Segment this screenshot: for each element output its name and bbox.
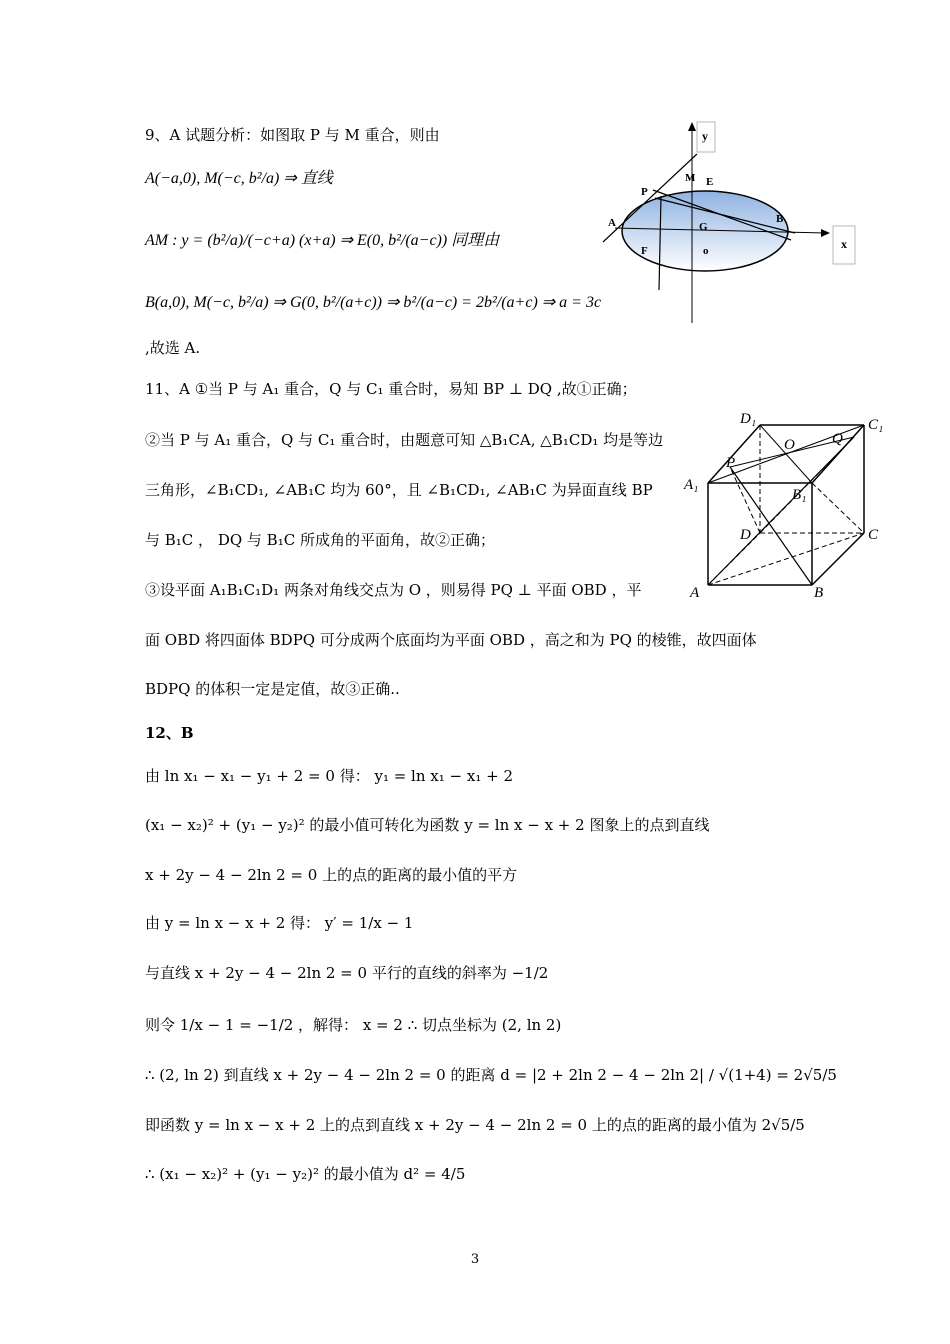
p12-line-5: 与直线 x + 2y − 4 − 2ln 2 = 0 平行的直线的斜率为 −1/2 <box>145 964 549 982</box>
label-P: P <box>641 186 648 198</box>
ellipse-figure <box>595 118 865 328</box>
p11-line-2: ②当 P 与 A₁ 重合，Q 与 C₁ 重合时，由题意可知 △B₁CA, △B₁CD₁ 均是等边 <box>145 431 664 449</box>
label-G: G <box>699 221 708 233</box>
label-B: B <box>776 213 784 225</box>
label-P: P <box>726 455 736 471</box>
page-number: 3 <box>470 1252 480 1267</box>
label-Q: Q <box>832 431 843 447</box>
p12-line-3: x + 2y − 4 − 2ln 2 = 0 上的点的距离的最小值的平方 <box>145 866 518 884</box>
label-E: E <box>706 176 714 188</box>
label-C: C <box>868 527 879 543</box>
p12-line-1: 由 ln x₁ − x₁ − y₁ + 2 = 0 得： y₁ = ln x₁ − x₁ + 2 <box>145 767 513 785</box>
label-M: M <box>685 172 696 184</box>
p9-line-5: ,故选 A. <box>145 339 201 357</box>
p11-line-3: 三角形，∠B₁CD₁, ∠AB₁C 均为 60°，且 ∠B₁CD₁, ∠AB₁C 为异面直线 BP <box>145 481 653 499</box>
label-O: O <box>784 437 795 453</box>
p12-line-6: 则令 1/x − 1 = −1/2 ，解得： x = 2 ∴ 切点坐标为 (2, ln 2) <box>145 1016 562 1034</box>
p12-line-2: (x₁ − x₂)² + (y₁ − y₂)² 的最小值可转化为函数 y = ln x − x + 2 图象上的点到直线 <box>145 816 710 834</box>
label-B1: B₁ <box>792 487 807 503</box>
x-axis-arrow <box>821 229 830 237</box>
p12-line-4: 由 y = ln x − x + 2 得： y′ = 1/x − 1 <box>145 914 414 932</box>
y-axis-label: y <box>702 129 708 143</box>
label-B: B <box>814 585 824 601</box>
cube-figure <box>682 405 892 605</box>
label-A1: A₁ <box>684 477 699 493</box>
x-axis-label: x <box>841 237 847 251</box>
p12-line-7: ∴ (2, ln 2) 到直线 x + 2y − 4 − 2ln 2 = 0 的距离 d = |2 + 2ln 2 − 4 − 2ln 2| / √(1+4) = 2√5/5 <box>145 1066 837 1084</box>
p11-line-7: BDPQ 的体积一定是定值，故③正确.. <box>145 680 400 698</box>
label-o: o <box>703 245 709 257</box>
p9-line-1: 9、A 试题分析：如图取 P 与 M 重合，则由 <box>145 126 440 144</box>
p11-line-1: 11、A ①当 P 与 A₁ 重合，Q 与 C₁ 重合时，易知 BP ⊥ DQ ,故①正确； <box>145 380 637 398</box>
y-axis-arrow <box>688 122 696 131</box>
label-F: F <box>641 245 648 257</box>
p9-line-4: B(a,0), M(−c, b²/a) ⇒ G(0, b²/(a+c)) ⇒ b²/(a−c) = 2b²/(a+c) ⇒ a = 3c <box>145 294 602 311</box>
label-A: A <box>690 585 700 601</box>
p11-line-4: 与 B₁C ， DQ 与 B₁C 所成角的平面角，故②正确； <box>145 531 495 549</box>
p12-line-8: 即函数 y = ln x − x + 2 上的点到直线 x + 2y − 4 − 2ln 2 = 0 上的点的距离的最小值为 2√5/5 <box>145 1116 805 1134</box>
label-D: D <box>740 527 751 543</box>
label-D1: D₁ <box>740 411 757 427</box>
p12-title: 12、B <box>145 724 194 742</box>
p9-line-2: A(−a,0), M(−c, b²/a) ⇒ 直线 <box>145 170 333 187</box>
label-C1: C₁ <box>868 417 884 433</box>
p11-line-5: ③设平面 A₁B₁C₁D₁ 两条对角线交点为 O ，则易得 PQ ⊥ 平面 OBD ，平 <box>145 581 642 599</box>
p12-line-9: ∴ (x₁ − x₂)² + (y₁ − y₂)² 的最小值为 d² = 4/5 <box>145 1165 466 1183</box>
p9-line-3: AM : y = (b²/a)/(−c+a) (x+a) ⇒ E(0, b²/(a−c)) 同理由 <box>145 232 500 249</box>
label-A: A <box>608 217 616 229</box>
p11-line-6: 面 OBD 将四面体 BDPQ 可分成两个底面均为平面 OBD ，高之和为 PQ 的棱锥，故四面体 <box>145 631 757 649</box>
